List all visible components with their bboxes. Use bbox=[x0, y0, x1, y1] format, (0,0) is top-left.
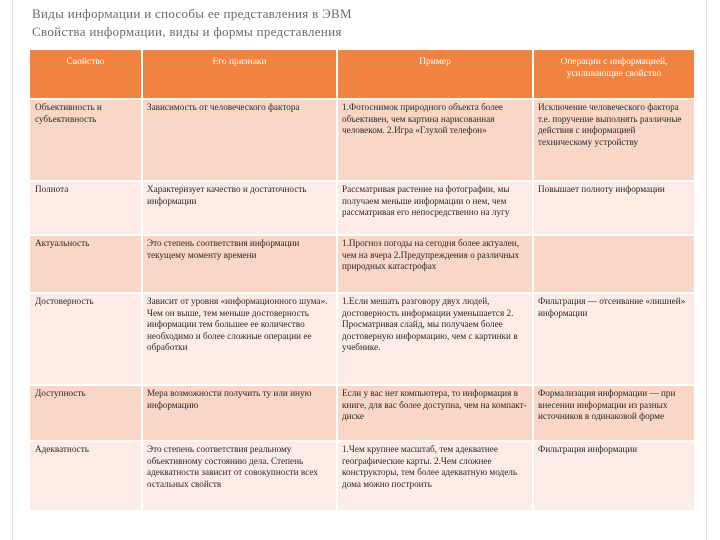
header-operations: Операции с информацией, усиливающие свойство bbox=[533, 50, 695, 99]
properties-table bbox=[30, 50, 696, 512]
cell-example: 1.Фотоснимок природного объекта более объективен, чем картина нарисованная человеком. 2.Игра «Глухой телефон» bbox=[337, 99, 533, 181]
cell-sign: Характеризует качество и достаточность информации bbox=[142, 181, 337, 235]
table-row bbox=[30, 99, 695, 181]
table-row bbox=[30, 385, 695, 441]
cell-property: Адекватность bbox=[30, 441, 142, 511]
table-row bbox=[30, 181, 695, 235]
table-row bbox=[30, 441, 695, 511]
cell-sign: Это степень соответствия информации текущему моменту времени bbox=[142, 235, 337, 293]
right-frame-line bbox=[706, 0, 707, 540]
cell-example: 1.Если мешать разговору двух людей, достоверность информации уменьшается 2. Просматривая слайд, мы получаем более достоверную информацию, чем с картинки в учебнике. bbox=[337, 293, 533, 385]
cell-operations bbox=[533, 235, 695, 293]
table-header-row bbox=[30, 50, 695, 99]
header-example: Пример bbox=[337, 50, 533, 99]
cell-example: 1.Чем крупнее масштаб, тем адекватнее географические карты. 2.Чем сложнее конструкторы, тем более адекватную модель дома можно построить bbox=[337, 441, 533, 511]
slide-subtitle: Свойства информации, виды и формы представления bbox=[32, 24, 342, 39]
cell-operations: Повышает полноту информации bbox=[533, 181, 695, 235]
cell-operations: Фильтрация информации bbox=[533, 441, 695, 511]
cell-sign: Это степень соответствия реальному объективному состоянию дела. Степень адекватности зависит от совокупности всех остальных свойств bbox=[142, 441, 337, 511]
cell-property: Актуальность bbox=[30, 235, 142, 293]
cell-property: Достоверность bbox=[30, 293, 142, 385]
cell-operations: Исключение человеческого фактора т.е. поручение выполнять различные действия с информацией техническому устройству bbox=[533, 99, 695, 181]
header-property: Свойство bbox=[30, 50, 142, 99]
cell-operations: Фильтрация — отсеивание «лишней» информации bbox=[533, 293, 695, 385]
cell-sign: Зависит от уровня «информационного шума». Чем он выше, тем меньше достоверность информации тем большее ее количество необходимо и более сложные операции ее обработки bbox=[142, 293, 337, 385]
cell-sign: Мера возможности получить ту или иную информацию bbox=[142, 385, 337, 441]
table-row bbox=[30, 235, 695, 293]
left-frame-line bbox=[12, 0, 13, 540]
cell-example: Рассматривая растение на фотографии, мы получаем меньше информации о нем, чем рассматривая его непосредственно на лугу bbox=[337, 181, 533, 235]
cell-sign: Зависимость от человеческого фактора bbox=[142, 99, 337, 181]
cell-operations: Формализация информации — при внесении информации из разных источников в одинаковой форме bbox=[533, 385, 695, 441]
slide-title: Виды информации и способы ее представления в ЭВМ bbox=[32, 6, 352, 21]
table-row bbox=[30, 293, 695, 385]
header-sign: Его признаки bbox=[142, 50, 337, 99]
cell-property: Объективность и субъективность bbox=[30, 99, 142, 181]
cell-example: 1.Прогноз погоды на сегодня более актуален, чем на вчера 2.Предупреждения о различных природных катастрофах bbox=[337, 235, 533, 293]
cell-property: Доступность bbox=[30, 385, 142, 441]
cell-example: Если у вас нет компьютера, то информация в книге, для вас более доступна, чем на компакт-диске bbox=[337, 385, 533, 441]
cell-property: Полнота bbox=[30, 181, 142, 235]
